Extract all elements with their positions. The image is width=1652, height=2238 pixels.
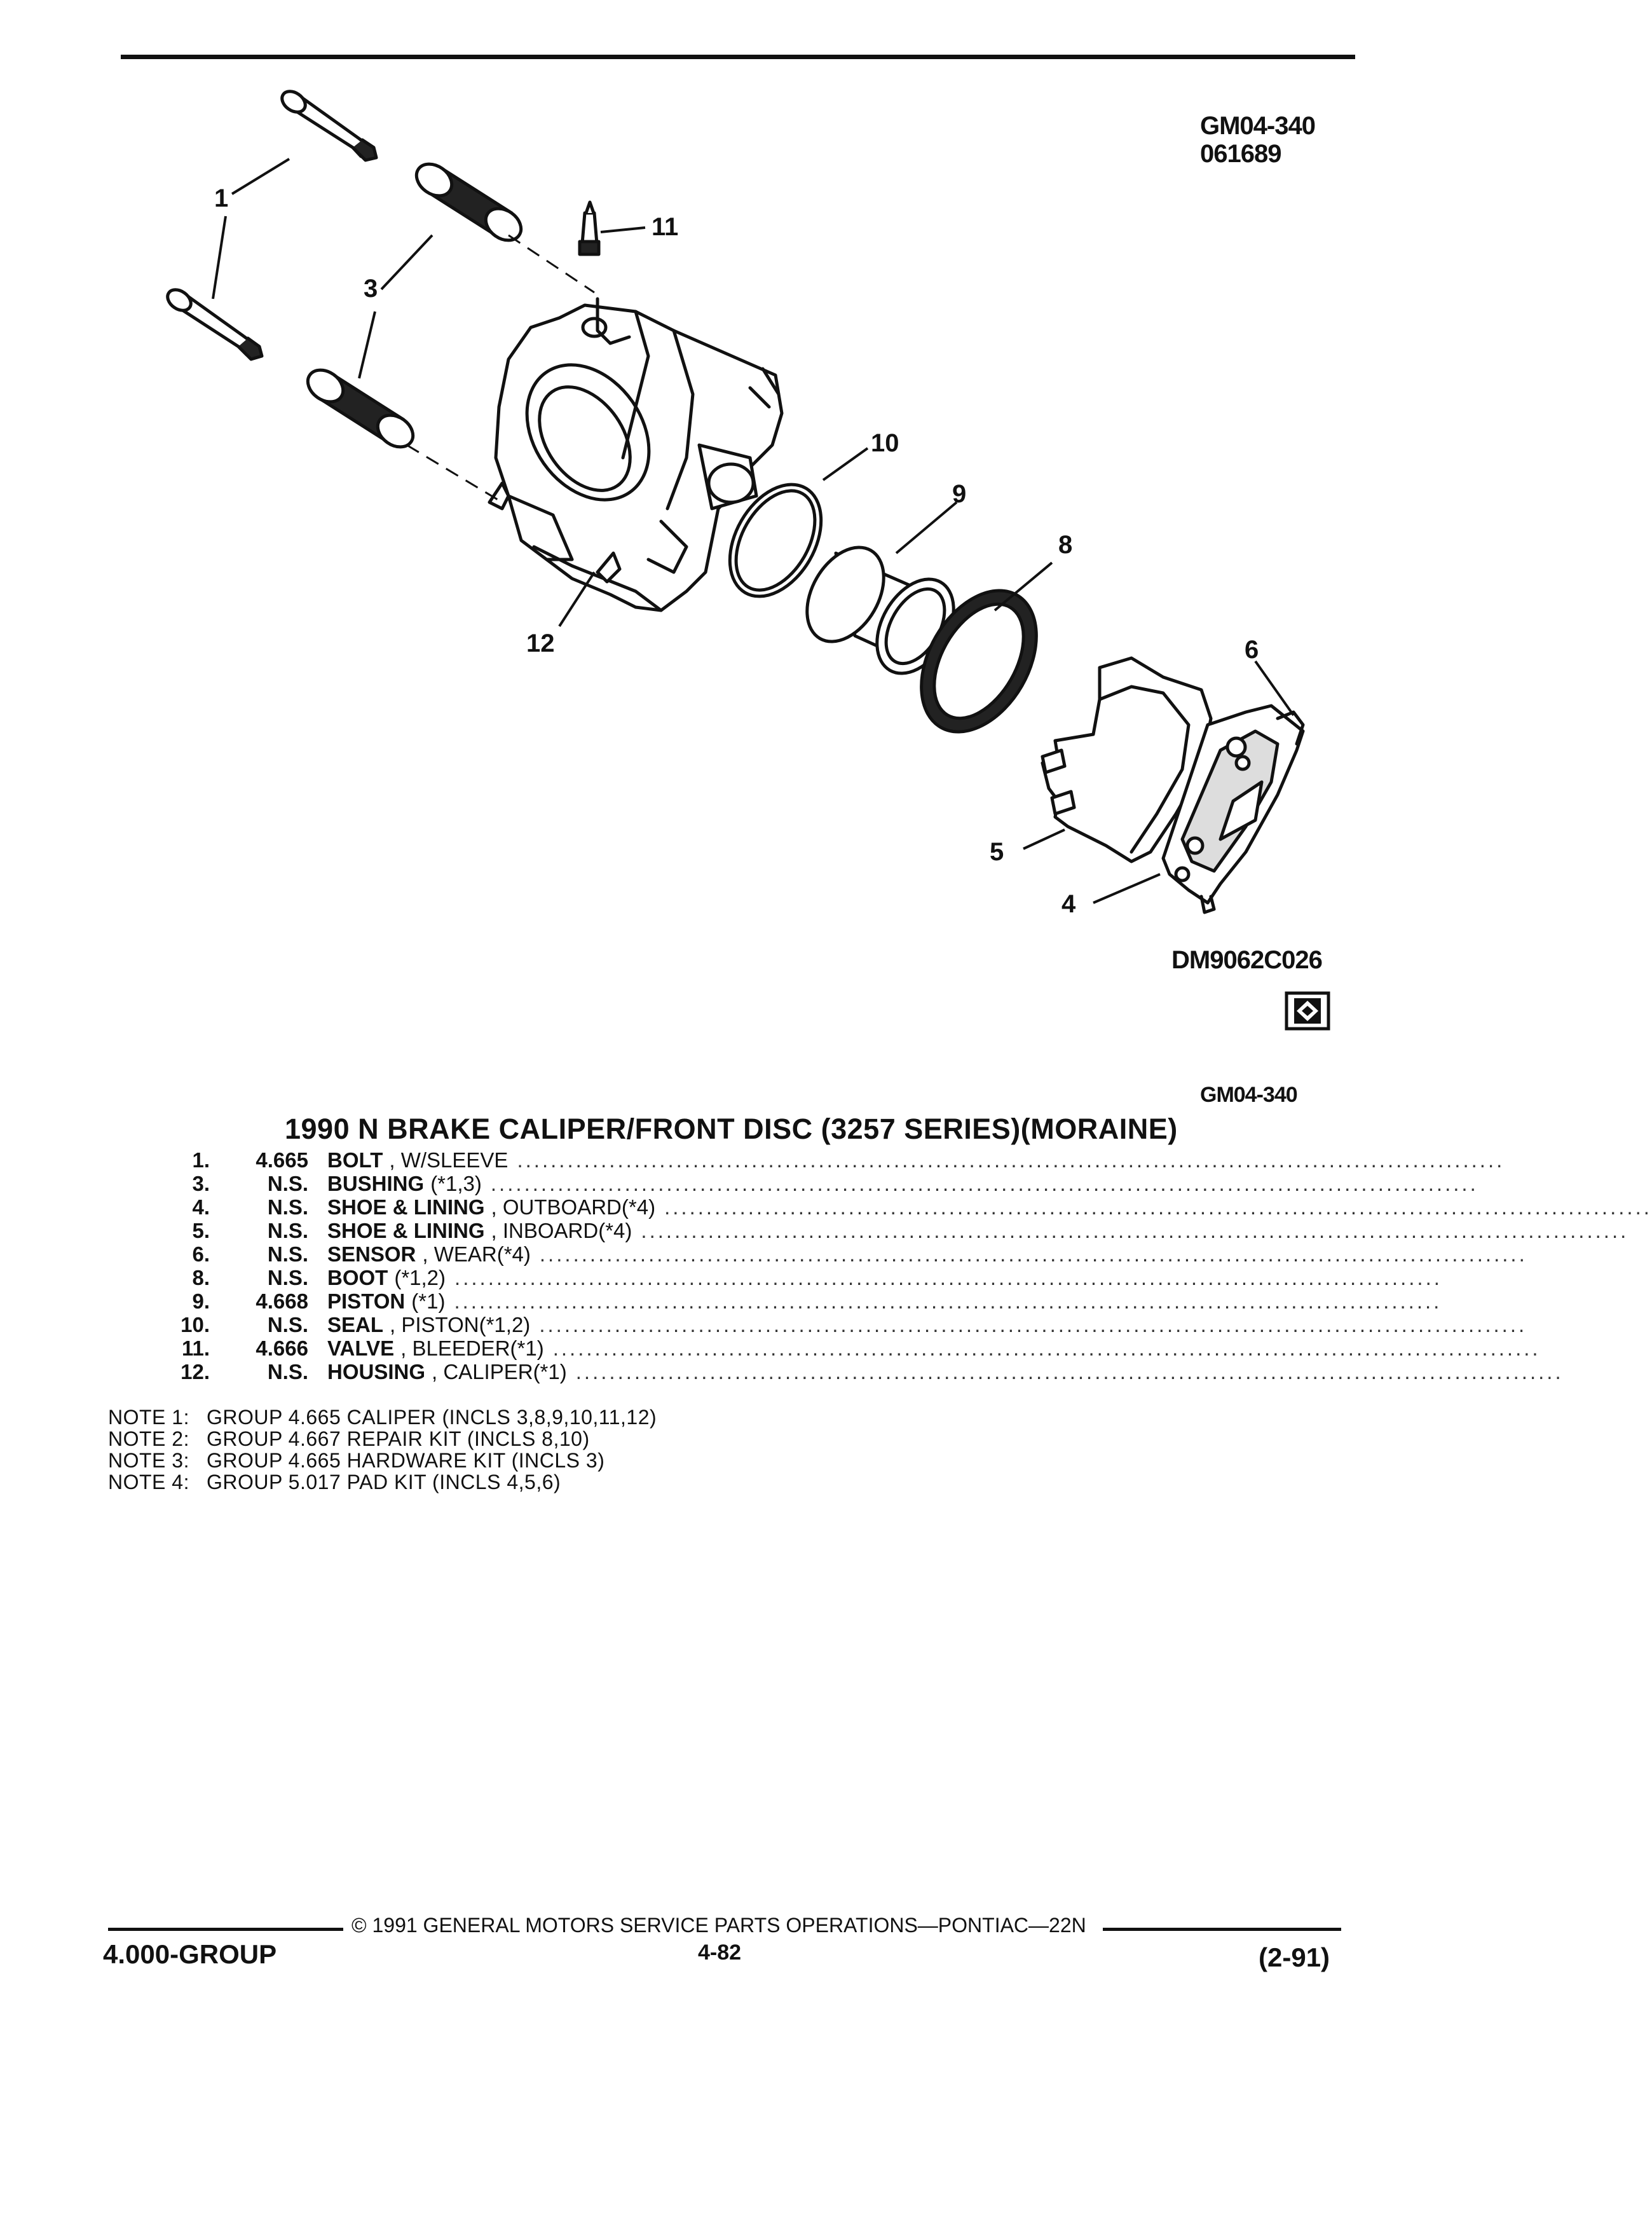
leader-dots: ...................................................................................................................... <box>539 1242 1527 1266</box>
callout-9: 9 <box>952 480 967 508</box>
item-detail: , WEAR(*4) <box>422 1242 531 1266</box>
item-name: PISTON <box>327 1289 406 1313</box>
caliper-housing <box>489 299 782 610</box>
item-detail: (*1,3) <box>430 1172 482 1195</box>
leader-dots: ...................................................................................................................... <box>539 1313 1527 1336</box>
item-number: 5. <box>192 1219 210 1242</box>
callout-10: 10 <box>871 429 899 457</box>
parts-list-title: 1990 N BRAKE CALIPER/FRONT DISC (3257 SERIES)(MORAINE) <box>285 1113 1178 1145</box>
item-group: 4.668 <box>256 1289 308 1313</box>
item-description <box>327 1313 1527 1336</box>
item-description <box>327 1219 1629 1242</box>
item-number: 10. <box>181 1313 210 1336</box>
figure-id: DM9062C026 <box>1171 946 1322 974</box>
item-detail: , PISTON(*1,2) <box>390 1313 531 1336</box>
parts-list-row <box>146 1289 1442 1313</box>
item-name: HOUSING <box>327 1360 426 1383</box>
item-number: 8. <box>192 1266 210 1289</box>
footer-rule-left <box>108 1928 343 1931</box>
item-group: 4.665 <box>256 1148 308 1172</box>
note-label: NOTE 3: <box>108 1449 189 1472</box>
item-number: 6. <box>192 1242 210 1266</box>
item-number: 4. <box>192 1195 210 1219</box>
item-detail: , W/SLEEVE <box>389 1148 509 1172</box>
callout-5: 5 <box>990 838 1004 866</box>
notes-section <box>108 1406 657 1493</box>
parts-list-row <box>146 1219 1629 1242</box>
item-group: N.S. <box>267 1313 308 1336</box>
item-description <box>327 1360 1564 1383</box>
leader-dots: ...................................................................................................................... <box>454 1266 1442 1289</box>
item-description <box>327 1289 1442 1313</box>
item-detail: , OUTBOARD(*4) <box>491 1195 656 1219</box>
item-number: 1. <box>192 1148 210 1172</box>
item-name: VALVE <box>327 1336 395 1360</box>
footer-copyright: © 1991 GENERAL MOTORS SERVICE PARTS OPERATIONS—PONTIAC—22N <box>352 1914 1086 1937</box>
bleeder-valve <box>580 202 599 254</box>
leader-dots: ...................................................................................................................... <box>641 1219 1629 1242</box>
footer-rule-right <box>1103 1928 1341 1931</box>
item-name: BUSHING <box>327 1172 425 1195</box>
leader-dots: ...................................................................................................................... <box>664 1195 1652 1219</box>
item-group: N.S. <box>267 1195 308 1219</box>
parts-list-row <box>146 1148 1505 1172</box>
parts-list-row <box>146 1336 1541 1360</box>
item-number: 11. <box>181 1336 210 1360</box>
callout-12: 12 <box>526 629 555 657</box>
item-number: 3. <box>192 1172 210 1195</box>
item-name: SHOE & LINING <box>327 1195 485 1219</box>
note-line <box>108 1406 657 1428</box>
item-group: 4.666 <box>256 1336 308 1360</box>
footer-group: 4.000-GROUP <box>103 1939 277 1969</box>
parts-list <box>146 1148 1652 1383</box>
bolt-upper <box>278 87 376 160</box>
callout-4: 4 <box>1062 890 1076 918</box>
document-code-line1: GM04-340 <box>1200 112 1315 140</box>
item-description <box>327 1172 1478 1195</box>
callout-11: 11 <box>652 213 679 241</box>
parts-list-row <box>146 1242 1527 1266</box>
brake-caliper-exploded-illustration <box>95 76 1367 966</box>
item-description <box>327 1148 1505 1172</box>
leader-dots: ...................................................................................................................... <box>552 1336 1541 1360</box>
note-text: GROUP 4.665 CALIPER (INCLS 3,8,9,10,11,12) <box>207 1406 657 1429</box>
item-group: N.S. <box>267 1172 308 1195</box>
leader-dots: ...................................................................................................................... <box>517 1148 1505 1172</box>
parts-list-row <box>146 1360 1564 1383</box>
item-group: N.S. <box>267 1266 308 1289</box>
item-name: BOOT <box>327 1266 388 1289</box>
item-detail: (*1,2) <box>394 1266 446 1289</box>
item-group: N.S. <box>267 1242 308 1266</box>
callout-8: 8 <box>1058 531 1073 559</box>
item-description <box>327 1336 1541 1360</box>
leader-dots: ...................................................................................................................... <box>575 1360 1564 1383</box>
leader-dots: ...................................................................................................................... <box>454 1289 1442 1313</box>
note-line <box>108 1450 657 1471</box>
note-label: NOTE 2: <box>108 1427 189 1450</box>
item-detail: , CALIPER(*1) <box>432 1360 567 1383</box>
parts-catalog-symbol-icon <box>1285 992 1330 1030</box>
item-name: SENSOR <box>327 1242 416 1266</box>
top-rule <box>121 55 1355 59</box>
item-number: 12. <box>181 1360 210 1383</box>
item-number: 9. <box>192 1289 210 1313</box>
item-name: SEAL <box>327 1313 384 1336</box>
item-group: N.S. <box>267 1360 308 1383</box>
parts-list-row <box>146 1195 1652 1219</box>
callout-6: 6 <box>1245 636 1259 664</box>
item-detail: (*1) <box>411 1289 446 1313</box>
group-code: GM04-340 <box>1200 1083 1297 1107</box>
note-text: GROUP 5.017 PAD KIT (INCLS 4,5,6) <box>207 1471 561 1493</box>
item-name: SHOE & LINING <box>327 1219 485 1242</box>
item-detail: , INBOARD(*4) <box>491 1219 632 1242</box>
page-number: 4-82 <box>698 1940 742 1965</box>
item-description <box>327 1266 1442 1289</box>
item-description <box>327 1195 1652 1219</box>
item-description <box>327 1242 1527 1266</box>
note-line <box>108 1428 657 1450</box>
leader-dots: ...................................................................................................................... <box>490 1172 1478 1195</box>
note-label: NOTE 1: <box>108 1406 189 1429</box>
item-group: N.S. <box>267 1219 308 1242</box>
note-label: NOTE 4: <box>108 1471 189 1493</box>
parts-list-row <box>146 1172 1478 1195</box>
note-text: GROUP 4.667 REPAIR KIT (INCLS 8,10) <box>207 1427 590 1450</box>
bushing-upper <box>411 158 527 247</box>
callout-1: 1 <box>214 184 229 212</box>
parts-list-row <box>146 1266 1442 1289</box>
revision-date: (2-91) <box>1259 1942 1330 1972</box>
note-text: GROUP 4.665 HARDWARE KIT (INCLS 3) <box>207 1449 605 1472</box>
note-line <box>108 1471 657 1493</box>
callout-3: 3 <box>364 275 378 303</box>
item-name: BOLT <box>327 1148 383 1172</box>
item-detail: , BLEEDER(*1) <box>400 1336 544 1360</box>
parts-list-row <box>146 1313 1527 1336</box>
document-code-line2: 061689 <box>1200 140 1281 168</box>
